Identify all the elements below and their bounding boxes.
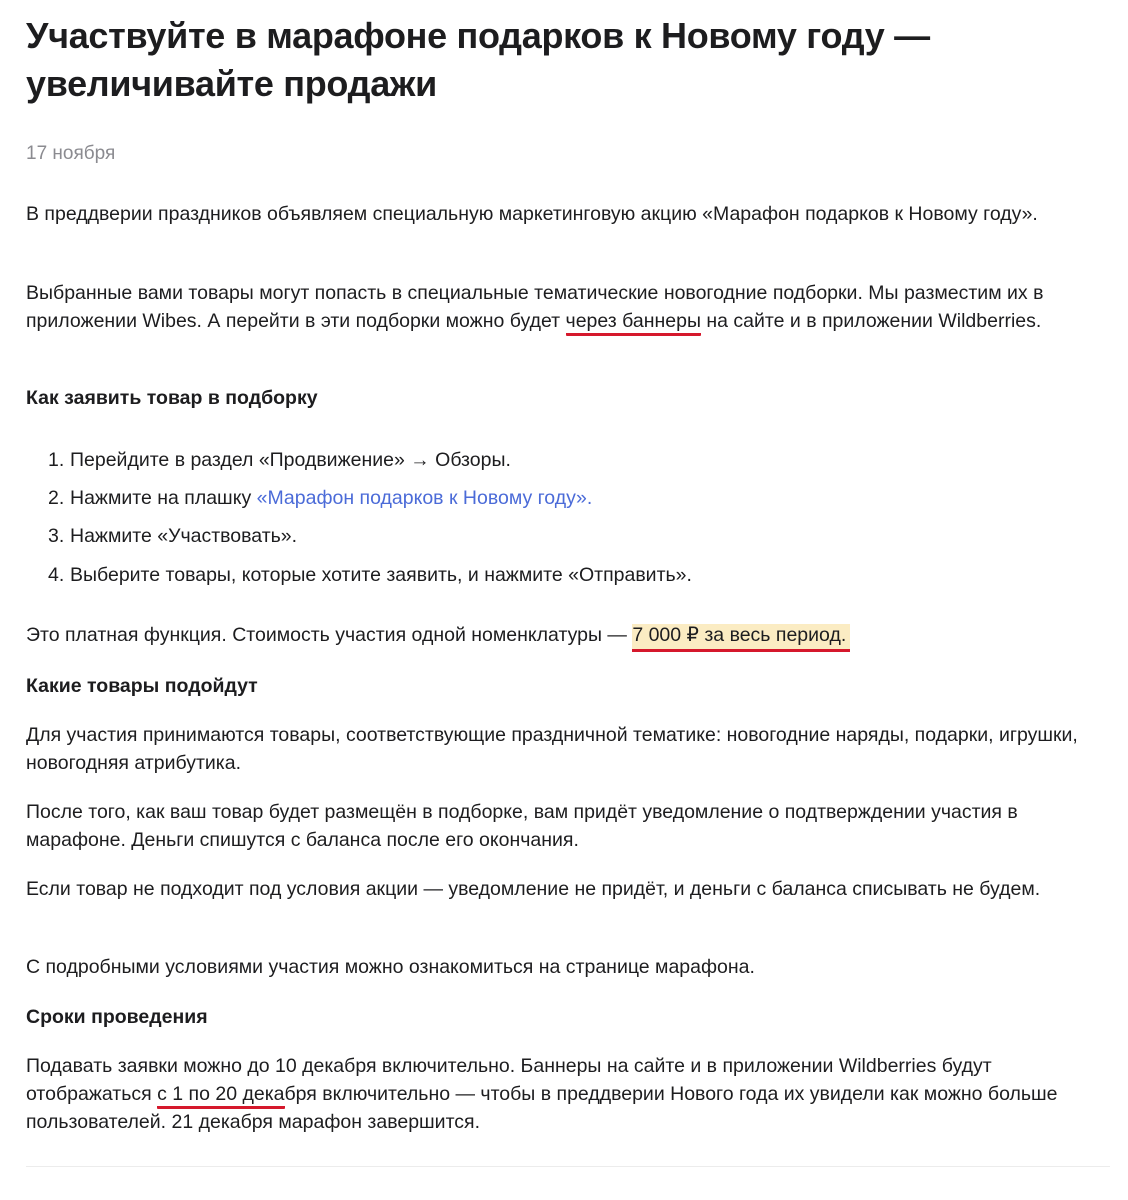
dates-paragraph [26, 1052, 1110, 1136]
step-4 [48, 561, 692, 589]
step-3-text: Нажмите «Участвовать». [70, 525, 298, 547]
heading-how-to-apply: Как заявить товар в подборку [26, 387, 318, 409]
step-1 [48, 446, 511, 474]
heading-suitable-goods: Какие товары подойдут [26, 675, 258, 697]
step-2-text: Нажмите на плашку [70, 487, 257, 509]
marathon-link[interactable]: «Марафон подарков к Новому году». [256, 487, 593, 509]
bottom-divider [26, 1166, 1110, 1167]
goods-paragraph-1: Для участия принимаются товары, соответствующие праздничной тематике: новогодние наряды, подарки, игрушки, новогодняя атрибутика. [26, 724, 1078, 774]
banners-text-before: Выбранные вами товары могут попасть в специальные тематические новогодние подборки. Мы разместим их в приложении Wibes. А перейти в эти подборки можно будет [26, 282, 1044, 332]
banners-paragraph [26, 279, 1110, 335]
price-paragraph [26, 621, 1110, 649]
price-text-before: Это платная функция. Стоимость участия одной номенклатуры — [26, 624, 633, 646]
banners-underlined-text: через баннеры [566, 310, 701, 336]
goods-paragraph-3: Если товар не подходит под условия акции — уведомление не придёт, и деньги с баланса списывать не будем. [26, 878, 1041, 900]
article-date: 17 ноября [26, 143, 116, 164]
heading-dates: Сроки проведения [26, 1006, 208, 1028]
price-highlight: 7 000 ₽ за весь период. [632, 624, 850, 652]
step-3 [48, 522, 297, 550]
step-1-number: 1. [48, 449, 65, 471]
dates-underlined-text: с 1 по 20 дека [157, 1083, 284, 1109]
step-2-number: 2. [48, 487, 65, 509]
dates-text-before: Подавать заявки можно до 10 декабря включительно. Баннеры на сайте и в приложении Wildberries будут отображаться [26, 1055, 992, 1105]
step-3-number: 3. [48, 525, 65, 547]
intro-paragraph: В преддверии праздников объявляем специальную маркетинговую акцию «Марафон подарков к Новому году». [26, 203, 1038, 225]
goods-paragraph-2: После того, как ваш товар будет размещён в подборке, вам придёт уведомление о подтверждении участия в марафоне. Деньги спишутся с баланса после его окончания. [26, 801, 1018, 851]
dates-text-after: бря включительно — чтобы в преддверии Нового года их увидели как можно больше пользователей. 21 декабря марафон завершится. [26, 1083, 1058, 1133]
banners-text-after: на сайте и в приложении Wildberries. [700, 310, 1042, 332]
step-4-text: Выберите товары, которые хотите заявить, и нажмите «Отправить». [70, 564, 692, 586]
step-2 [48, 484, 592, 512]
goods-paragraph-4: С подробными условиями участия можно ознакомиться на странице марафона. [26, 956, 755, 978]
step-1-text: Перейдите в раздел «Продвижение» → Обзоры. [70, 449, 511, 471]
article-title: Участвуйте в марафоне подарков к Новому году — увеличивайте продажи [26, 15, 930, 104]
step-4-number: 4. [48, 564, 65, 586]
